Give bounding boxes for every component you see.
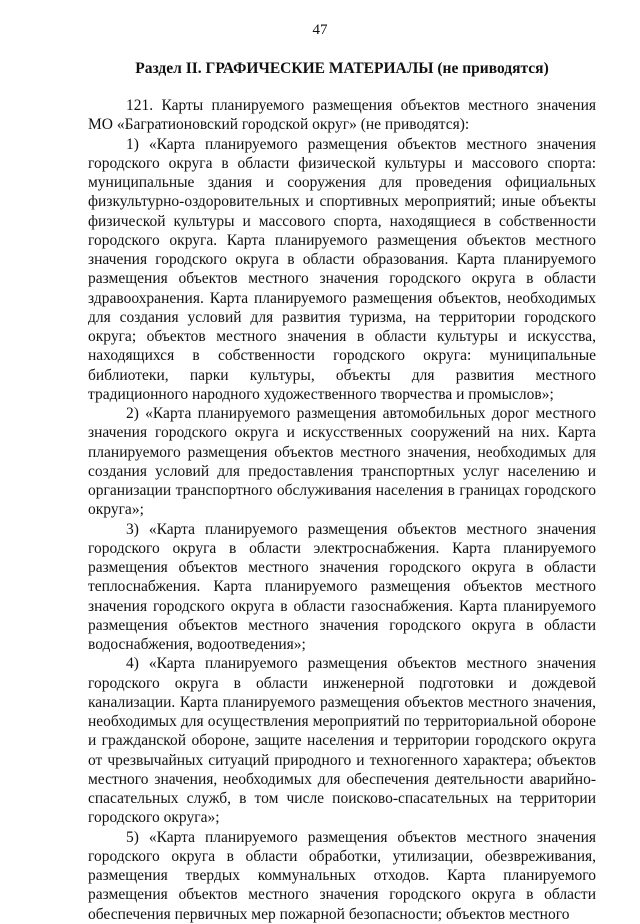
list-item-3: 3) «Карта планируемого размещения объектов местного значения городского округа в области электроснабжения. Карта планируемого размещения объектов местного значения городского округа в области теплоснабжения. Карта планируемого размещения объектов местного значения городского округа в области газоснабжения. Карта планируемого размещения объектов местного значения городского округа в области водоснабжения, водоотведения»; bbox=[88, 520, 596, 653]
list-item-1: 1) «Карта планируемого размещения объектов местного значения городского округа в области физической культуры и массового спорта: муниципальные здания и сооружения для проведения официальных физкультурно-оздоровительных и спортивных мероприятий; иные объекты физической культуры и массового спорта, находящиеся в собственности городского округа. Карта планируемого размещения объектов местного значения городского округа в области образования. Карта планируемого размещения объектов местного значения городского округа в области здравоохранения. Карта планируемого размещения объектов, необходимых для создания условий для развития туризма, на территории городского округа; объектов местного значения в области культуры и искусства, находящихся в собственности городского округа: муниципальные библиотеки, парки культуры, объекты для развития местного традиционного народного художественного творчества и промыслов»; bbox=[88, 135, 596, 403]
body-text bbox=[88, 96, 596, 924]
paragraph-121-intro: 121. Карты планируемого размещения объектов местного значения МО «Багратионовский городской округ» (не приводятся): bbox=[88, 97, 596, 134]
list-item-4: 4) «Карта планируемого размещения объектов местного значения городского округа в области инженерной подготовки и дождевой канализации. Карта планируемого размещения объектов местного значения, необходимых для осуществления мероприятий по территориальной обороне и гражданской обороне, защите населения и территории городского округа от чрезвычайных ситуаций природного и техногенного характера; объектов местного значения, необходимых для обеспечения деятельности аварийно-спасательных служб, в том числе поисково-спасательных на территории городского округа»; bbox=[88, 655, 596, 827]
list-item-2: 2) «Карта планируемого размещения автомобильных дорог местного значения городского округа и искусственных сооружений на них. Карта планируемого размещения объектов местного значения, необходимых для создания условий для предоставления транспортных услуг населению и организации транспортного обслуживания населения в границах городского округа»; bbox=[88, 405, 596, 519]
page-number: 47 bbox=[312, 22, 328, 38]
list-item-5: 5) «Карта планируемого размещения объектов местного значения городского округа в области обработки, утилизации, обезвреживания, размещения твердых коммунальных отходов. Карта планируемого размещения объектов местного значения городского округа в области обеспечения первичных мер пожарной безопасности; объектов местного bbox=[88, 828, 596, 923]
section-title: Раздел II. ГРАФИЧЕСКИЕ МАТЕРИАЛЫ (не приводятся) bbox=[135, 60, 549, 77]
